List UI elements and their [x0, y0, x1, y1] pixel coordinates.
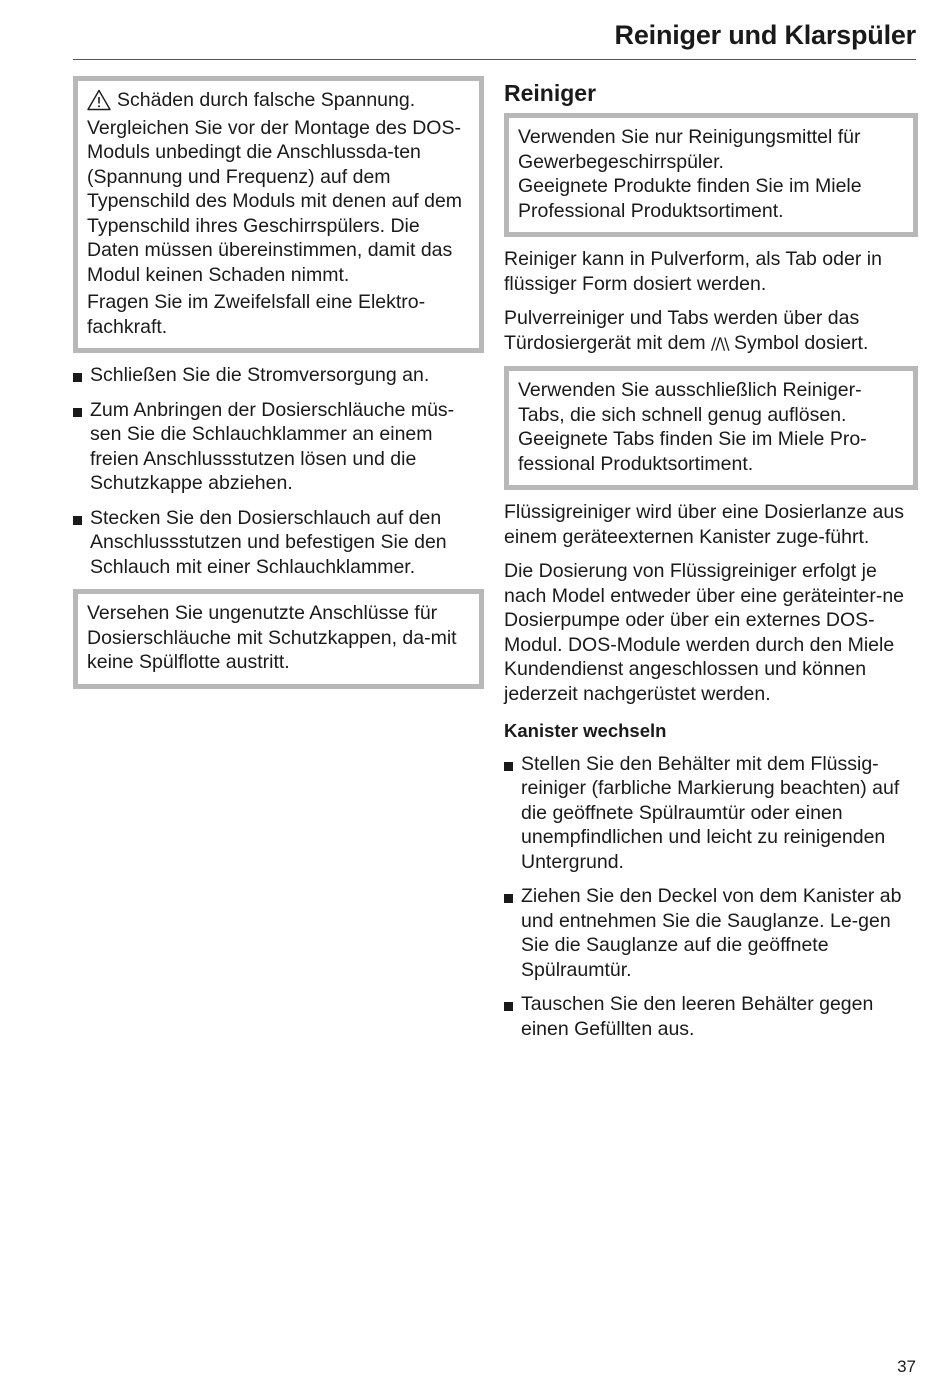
list-item: Tauschen Sie den leeren Behälter gegen einen Gefüllten aus. — [504, 992, 918, 1041]
info-box-detergent — [504, 113, 918, 237]
list-item: Stellen Sie den Behälter mit dem Flüssig-reiniger (farbliche Markierung beachten) auf die geöffnete Spülraumtür oder einen unempfindlichen und leicht zu reinigenden Untergrund. — [504, 752, 918, 875]
note-text: Versehen Sie ungenutzte Anschlüsse für Dosierschläuche mit Schutzkappen, da-mit keine Spülflotte austritt. — [87, 602, 457, 673]
list-item: Stecken Sie den Dosierschlauch auf den Anschlussstutzen und befestigen Sie den Schlauch mit einer Schlauchklammer. — [73, 506, 484, 580]
page-number: 37 — [897, 1357, 916, 1376]
canister-steps-list — [504, 752, 918, 1042]
list-item: Ziehen Sie den Deckel von dem Kanister ab und entnehmen Sie die Sauglanze. Le-gen Sie die Sauglanze auf die geöffnete Spülraumtür. — [504, 884, 918, 982]
paragraph: Reiniger kann in Pulverform, als Tab oder in flüssiger Form dosiert werden. — [504, 248, 882, 295]
page-header-title: Reiniger und Klarspüler — [614, 20, 916, 50]
section-heading: Reiniger — [504, 80, 597, 106]
connection-steps-list — [73, 363, 484, 579]
info-text: Geeignete Produkte finden Sie im Miele Professional Produktsortiment. — [518, 175, 862, 222]
list-item: Zum Anbringen der Dosierschläuche müs-sen Sie die Schlauchklammer an einem freien Anschlussstutzen lösen und die Schutzkappe abziehen. — [73, 398, 484, 496]
info-text: Verwenden Sie nur Reinigungsmittel für Gewerbegeschirrspüler. — [518, 126, 861, 173]
header-divider — [73, 59, 916, 60]
info-box-tabs — [504, 366, 918, 490]
right-column — [504, 76, 918, 1041]
paragraph-dosing-symbol: Pulverreiniger und Tabs werden über das Türdosiergerät mit dem /∕\\ Symbol dosiert. — [504, 307, 869, 354]
note-box — [73, 589, 484, 689]
warning-text: Vergleichen Sie vor der Montage des DOS-Moduls unbedingt die Anschlussda-ten (Spannung und Frequenz) auf dem Typenschild des Moduls mit denen auf dem Typenschild ihres Geschirrspülers. Die Daten müssen übereinstimmen, damit das Modul keinen Schaden nimmt. — [87, 116, 463, 286]
warning-box — [73, 76, 484, 353]
detergent-symbol-icon: /∕\\ — [711, 333, 729, 353]
subheading: Kanister wechseln — [504, 720, 667, 741]
warning-title: Schäden durch falsche Spannung. — [117, 89, 416, 111]
paragraph: Die Dosierung von Flüssigreiniger erfolgt je nach Model entweder über eine geräteinter-ne Dosierpumpe oder über ein externes DOS-Modul. DOS-Module werden durch den Miele Kundendienst angeschlossen und können jederzeit nachgerüstet werden. — [504, 560, 905, 705]
list-item: Schließen Sie die Stromversorgung an. — [73, 363, 484, 388]
paragraph: Flüssigreiniger wird über eine Dosierlanze aus einem geräteexternen Kanister zuge-führt. — [504, 501, 904, 548]
warning-title-line — [87, 88, 470, 113]
info-text: Verwenden Sie ausschließlich Reiniger-Tabs, die sich schnell genug auflösen. Geeignete Tabs finden Sie im Miele Pro-fessional Produktsortiment. — [518, 379, 867, 475]
warning-triangle-icon — [87, 89, 111, 111]
left-column — [73, 76, 484, 689]
warning-text-advice: Fragen Sie im Zweifelsfall eine Elektro-fachkraft. — [87, 291, 426, 338]
